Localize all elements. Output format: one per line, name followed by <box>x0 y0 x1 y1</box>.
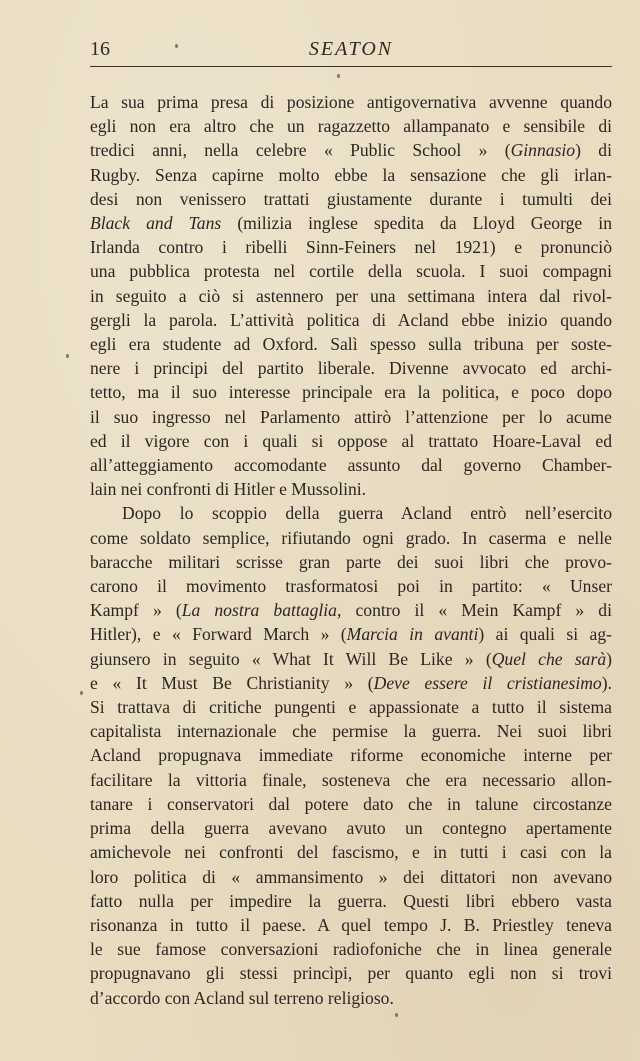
text-run: ) <box>606 648 612 669</box>
text-run: tredici anni, nella celebre « Public School » ( <box>90 140 511 161</box>
page-header <box>90 36 612 64</box>
text-line <box>90 405 612 429</box>
text-line <box>90 284 612 308</box>
text-line <box>90 622 612 646</box>
italic-run: Black and Tans <box>90 213 222 234</box>
running-head: SEATON <box>308 38 394 60</box>
text-line <box>90 792 612 816</box>
text-run: ). <box>601 672 612 693</box>
text-line <box>90 937 612 961</box>
text-run: baracche militari scrisse gran parte dei suoi libri che provo- <box>90 551 612 572</box>
italic-run: Ginnasio <box>510 140 576 161</box>
text-run: Si trattava di critiche pungenti e appassionate a tutto il sistema <box>90 697 612 718</box>
text-line <box>90 671 612 695</box>
page-number: 16 <box>90 38 110 60</box>
text-run: (milizia inglese spedita da Lloyd George in <box>221 213 612 234</box>
text-line <box>90 259 612 283</box>
text-run: Hitler), e « Forward March » ( <box>90 624 347 645</box>
text-line <box>90 816 612 840</box>
text-run: carono il movimento trasformatosi poi in partito: « Unser <box>90 576 612 597</box>
text-line <box>90 768 612 792</box>
text-line <box>90 211 612 235</box>
text-run: tetto, ma il suo interesse principale era la politica, e poco dopo <box>90 382 612 403</box>
text-line <box>90 526 612 550</box>
body-text <box>90 90 612 1010</box>
text-line <box>90 913 612 937</box>
text-run: Rugby. Senza capirne molto ebbe la sensazione che gli irlan- <box>90 164 612 185</box>
text-run: Kampf » ( <box>90 600 182 621</box>
italic-run: La nostra battaglia, <box>181 600 342 621</box>
text-run: d’accordo con Acland sul terreno religioso. <box>90 987 394 1008</box>
text-line <box>90 356 612 380</box>
text-run: Dopo lo scoppio della guerra Acland entrò nell’esercito <box>122 503 612 524</box>
ink-speck <box>66 354 69 358</box>
text-run: nere i principi del partito liberale. Divenne avvocato ed archi- <box>90 358 612 379</box>
text-run: ) ai quali si ag- <box>478 624 612 645</box>
text-run: all’atteggiamento accomodante assunto dal governo Chamber- <box>90 455 612 476</box>
text-line <box>90 429 612 453</box>
italic-run: Marcia in avanti <box>346 624 479 645</box>
text-run: una pubblica protesta nel cortile della scuola. I suoi compagni <box>90 261 612 282</box>
text-run: loro politica di « ammansimento » dei dittatori non avevano <box>90 866 612 887</box>
text-run: ) di <box>575 140 612 161</box>
text-line <box>90 477 612 501</box>
text-line <box>90 90 612 114</box>
text-line <box>90 695 612 719</box>
text-run: egli non era altro che un ragazzetto allampanato e sensibile di <box>90 116 612 137</box>
ink-speck <box>80 691 83 695</box>
italic-run: Deve essere il cristianesimo <box>373 672 602 693</box>
text-line <box>90 235 612 259</box>
italic-run: Quel che sarà <box>491 648 607 669</box>
text-run: Acland propugnava immediate riforme economiche interne per <box>90 745 612 766</box>
text-line <box>90 453 612 477</box>
text-line <box>90 719 612 743</box>
text-line <box>90 187 612 211</box>
text-line <box>90 743 612 767</box>
text-line <box>90 961 612 985</box>
text-line <box>90 889 612 913</box>
text-run: in seguito a ciò si astennero per una settimana intera dal rivol- <box>90 285 612 306</box>
text-line <box>90 114 612 138</box>
text-run: capitalista internazionale che permise la guerra. Nei suoi libri <box>90 721 612 742</box>
text-line <box>90 501 612 525</box>
text-line <box>90 647 612 671</box>
text-line <box>90 550 612 574</box>
text-line <box>90 574 612 598</box>
text-run: fatto nulla per impedire la guerra. Questi libri ebbero vasta <box>90 890 612 911</box>
text-run: risonanza in tutto il paese. A quel tempo J. B. Priestley teneva <box>90 914 612 935</box>
text-run: lain nei confronti di Hitler e Mussolini. <box>90 479 367 500</box>
text-run: facilitare la vittoria finale, sosteneva che era necessario allon- <box>90 769 612 790</box>
paragraph <box>90 90 612 501</box>
text-line <box>90 865 612 889</box>
text-run: desi non venissero trattati giustamente durante i tumulti dei <box>90 188 612 209</box>
text-run: e « It Must Be Christianity » ( <box>90 672 374 693</box>
text-line <box>90 308 612 332</box>
text-run: egli era studente ad Oxford. Salì spesso sulla tribuna per soste- <box>90 334 612 355</box>
text-run: prima della guerra avevano avuto un contegno apertamente <box>90 818 612 839</box>
ink-speck <box>395 1013 398 1017</box>
text-run: come soldato semplice, rifiutando ogni grado. In caserma e nelle <box>90 527 612 548</box>
text-run: ed il vigore con i quali si oppose al trattato Hoare-Laval ed <box>90 430 612 451</box>
text-line <box>90 163 612 187</box>
text-run: La sua prima presa di posizione antigovernativa avvenne quando <box>90 92 612 112</box>
text-line <box>90 598 612 622</box>
header-rule <box>90 66 612 67</box>
text-run: propugnavano gli stessi princìpi, per quanto egli non si trovi <box>90 963 612 984</box>
text-run: amichevole nei confronti del fascismo, e in tutti i casi con la <box>90 842 612 863</box>
text-line <box>90 380 612 404</box>
paragraph <box>90 501 612 1009</box>
text-run: giunsero in seguito « What It Will Be Like » ( <box>90 648 492 669</box>
text-run: Irlanda contro i ribelli Sinn-Feiners nel 1921) e pronunciò <box>90 237 612 258</box>
ink-speck <box>175 44 178 48</box>
text-run: gergli la parola. L’attività politica di Acland ebbe inizio quando <box>90 309 612 330</box>
text-run: le sue famose conversazioni radiofoniche che in linea generale <box>90 939 612 960</box>
text-run: tanare i conservatori dal potere dato che in talune circostanze <box>90 793 612 814</box>
text-line <box>90 138 612 162</box>
ink-speck <box>337 74 340 78</box>
text-line <box>90 986 612 1010</box>
text-line <box>90 332 612 356</box>
text-line <box>90 840 612 864</box>
text-run: il suo ingresso nel Parlamento attirò l’attenzione per lo acume <box>90 406 612 427</box>
text-run: contro il « Mein Kampf » di <box>341 600 612 621</box>
